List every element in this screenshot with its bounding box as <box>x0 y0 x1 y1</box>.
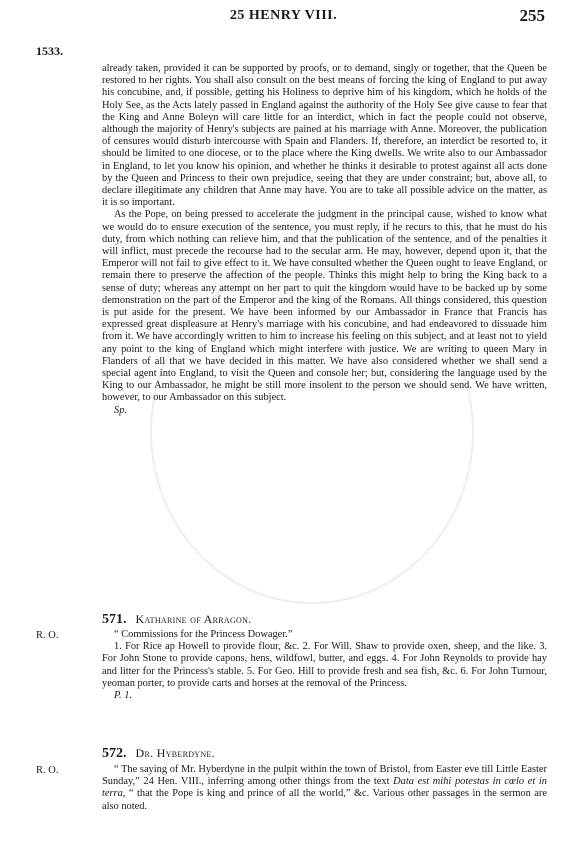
entry-title: Dr. Hyberdyne. <box>135 746 215 760</box>
margin-reference: R. O. <box>36 765 59 776</box>
entry-title: Katharine of Arragon. <box>135 612 252 626</box>
text-before: “ The saying of Mr. Hyberdyne in the pulpit within the town of Bristol, from Easter eve till Little Easter Sunday,” 24 Hen. VIII., inferring among other things from the text <box>102 764 547 788</box>
page-number: 255 <box>519 6 545 25</box>
entry-571-body <box>102 629 547 702</box>
entry-571-heading <box>102 612 547 628</box>
entry-number: 572. <box>102 746 127 761</box>
entry-text <box>102 764 547 813</box>
paragraph: already taken, provided it can be supported by proofs, or to demand, singly or together, that the Queen be restored to her rights. You shall also consult on the best means of forcing the king of England to put away his concubine, and, if possible, getting his Holiness to deprive him of his kingdom, which he holds of the Holy See, as the Acts lately passed in England against the authority of the Holy See give cause to fear that the King and Anne Boleyn will care little for an interdict, which in fact the people could not observe, although the majority of Henry's subjects are pained at his marriage with Anne. Moreover, the publication of censures would disturb intercourse with Spain and Flanders. If, therefore, an interdict be resorted to, it should be limited to one diocese, or to the place where the King dwells. We write also to our Ambassador in England, to let you know his opinion, and whether he thinks it desirable to protest against all acts done by the Queen and Princess to their own prejudice, seeing that they are under constraint; but, above all, to declare illegitimate any children that Anne may have. You are to take all possible advice on the matter, as it is so important. <box>102 63 547 209</box>
entry-text: “ Commissions for the Princess Dowager.” <box>114 629 293 640</box>
year-marker: 1533. <box>36 44 63 58</box>
entry-572-heading <box>102 746 547 762</box>
text-after: “ that the Pope is king and prince of all the world,” &c. Various other passages in the sermon are also noted. <box>102 788 547 812</box>
continuation-text <box>102 63 547 417</box>
entry-572-body <box>102 764 547 813</box>
paragraph: As the Pope, on being pressed to accelerate the judgment in the principal cause, wished to know what we would do to ensure execution of the sentence, you must reply, if he recurs to this, that he must do his duty, from which nothing can relieve him, and that the publication of the sentence, and of the penalties it will inflict, must precede the recourse had to the secular arm. He may, however, depend upon it, that the Emperor will not fail to give effect to it. We have consulted whether the Queen ought to leave England, or remain there to preserve the affection of the people. Thinks this might help to bring the King back to a sense of duty; whereas any attempt on her part to quit the kingdom would have to be backed up by some demonstration on the part of the Emperor and the king of the Romans. All things considered, this question is put aside for the present. We have been informed by our Ambassador in France that Francis has expressed great displeasure at Henry's marriage with his concubine, and had endeavored to dissuade him from it. We have accordingly written to him to increase his feeling on this subject, and at least not to yield any point to the king of England which might interfere with justice. We are writing to queen Mary in Flanders of all that we have decided in this matter. We have also considered whether we shall send a special agent into England, to visit the Queen and console her; but, considering the language used by the King to our Ambassador, he might be still more insolent to the person we should send. We have written, however, to our Ambassador on this subject. <box>102 209 547 404</box>
entry-number: 571. <box>102 612 127 627</box>
margin-reference: R. O. <box>36 630 59 641</box>
latin-quote: Data est mihi potestas in cœlo et in terra, <box>102 776 547 800</box>
signature: Sp. <box>114 404 127 416</box>
signature: P. 1. <box>114 690 132 702</box>
entry-items: 1. For Rice ap Howell to provide flour, &c. 2. For Will. Shaw to provide oxen, sheep, and the like. 3. For John Stone to provide capons, hens, wildfowl, butter, and eggs. 4. For John Reynolds to provide hay and litter for the Princess's stable. 5. For Geo. Hill to provide fresh and sea fish, &c. 6. For John Turnour, yeoman porter, to provide carts and horses at the removal of the Princess. <box>102 641 547 689</box>
running-header: 25 HENRY VIII. <box>229 8 338 23</box>
